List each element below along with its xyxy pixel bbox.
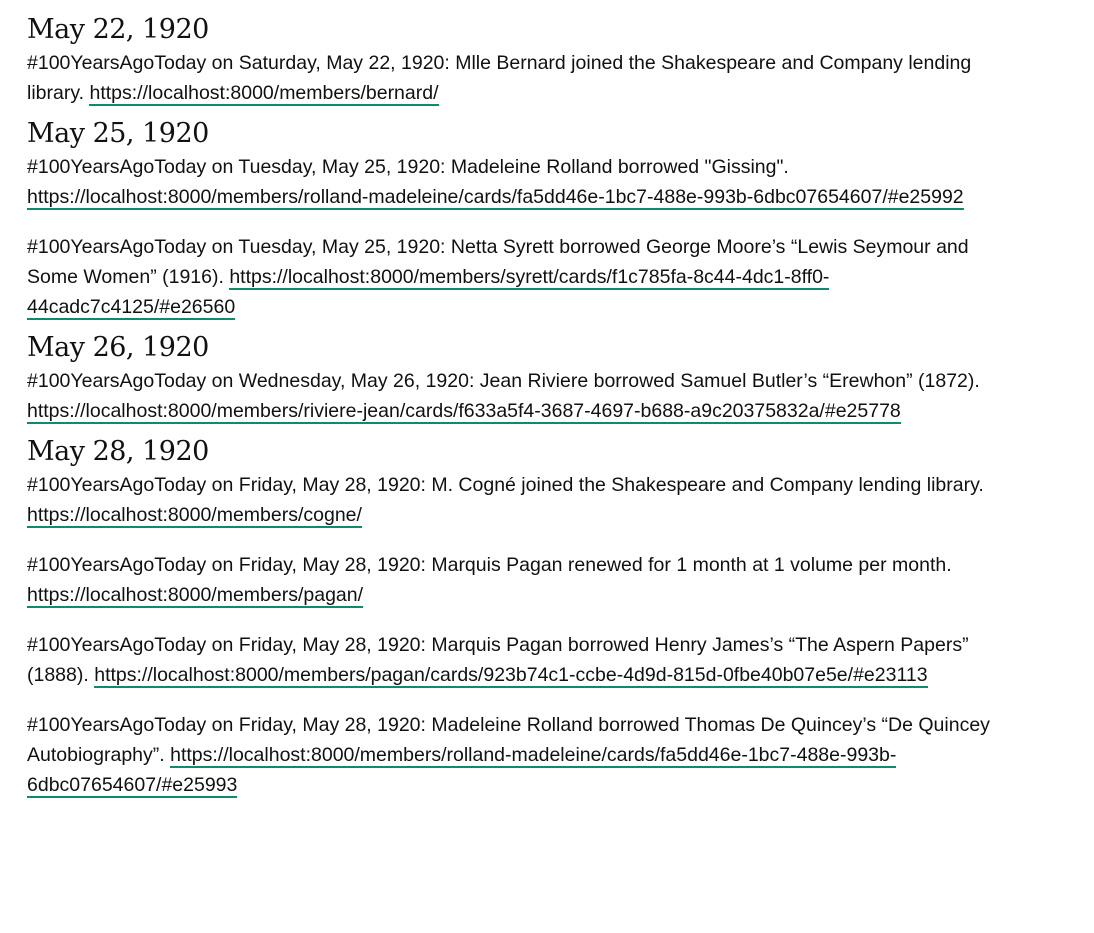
event-entry: [27, 366, 1007, 426]
event-entry: [27, 232, 1007, 322]
day-section: [27, 12, 1007, 108]
event-text: #100YearsAgoToday on Friday, May 28, 1920: Marquis Pagan renewed for 1 month at 1 volume per month.: [27, 554, 952, 576]
member-link[interactable]: https://localhost:8000/members/pagan/: [27, 584, 364, 606]
day-section: [27, 434, 1007, 800]
event-text: #100YearsAgoToday on Friday, May 28, 1920: Madeleine Rolland borrowed Thomas De Quincey’s “De Quincey Autobiography”.: [27, 714, 990, 766]
event-text: #100YearsAgoToday on Tuesday, May 25, 1920: Madeleine Rolland borrowed "Gissing".: [27, 156, 789, 178]
event-text: #100YearsAgoToday on Tuesday, May 25, 1920: Netta Syrett borrowed George Moore’s “Lewis Seymour and Some Women” (1916).: [27, 236, 969, 288]
event-entry: [27, 48, 1007, 108]
member-card-link[interactable]: https://localhost:8000/members/rolland-madeleine/cards/fa5dd46e-1bc7-488e-993b-6dbc07654607/#e25992: [27, 186, 964, 208]
member-link[interactable]: https://localhost:8000/members/bernard/: [89, 82, 439, 104]
member-link[interactable]: https://localhost:8000/members/cogne/: [27, 504, 362, 526]
date-heading: May 28, 1920: [27, 436, 209, 467]
day-section: [27, 116, 1007, 322]
member-card-link[interactable]: https://localhost:8000/members/pagan/cards/923b74c1-ccbe-4d9d-815d-0fbe40b07e5e/#e23113: [94, 664, 928, 686]
event-entry: [27, 550, 1007, 610]
event-text: #100YearsAgoToday on Friday, May 28, 1920: Marquis Pagan borrowed Henry James’s “The Aspern Papers” (1888).: [27, 634, 969, 686]
member-card-link[interactable]: https://localhost:8000/members/syrett/cards/f1c785fa-8c44-4dc1-8ff0-44cadc7c4125/#e26560: [27, 266, 830, 318]
event-text: #100YearsAgoToday on Friday, May 28, 1920: M. Cogné joined the Shakespeare and Company lending library.: [27, 474, 984, 496]
date-heading: May 22, 1920: [27, 14, 209, 45]
event-text: #100YearsAgoToday on Saturday, May 22, 1920: Mlle Bernard joined the Shakespeare and Company lending library.: [27, 52, 972, 104]
member-card-link[interactable]: https://localhost:8000/members/riviere-jean/cards/f633a5f4-3687-4697-b688-a9c20375832a/#e25778: [27, 400, 901, 422]
event-entry: [27, 630, 1007, 690]
date-heading: May 25, 1920: [27, 118, 209, 149]
event-text: #100YearsAgoToday on Wednesday, May 26, 1920: Jean Riviere borrowed Samuel Butler’s “Erewhon” (1872).: [27, 370, 980, 392]
day-section: [27, 330, 1007, 426]
event-entry: [27, 152, 1007, 212]
member-card-link[interactable]: https://localhost:8000/members/rolland-madeleine/cards/fa5dd46e-1bc7-488e-993b-6dbc07654607/#e25993: [27, 744, 897, 796]
event-entry: [27, 470, 1007, 530]
event-feed: [27, 12, 1007, 808]
date-heading: May 26, 1920: [27, 332, 209, 363]
event-entry: [27, 710, 1007, 800]
